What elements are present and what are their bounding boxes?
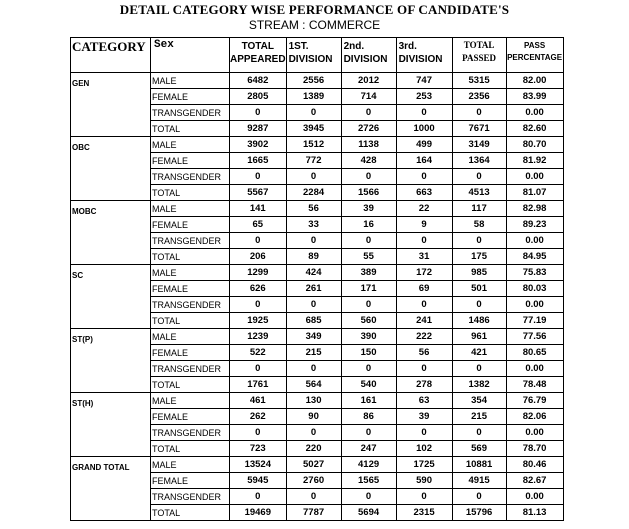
total-appeared-cell: 2805	[230, 89, 287, 105]
first-division-cell: 215	[286, 345, 341, 361]
performance-table	[70, 37, 564, 521]
pass-percentage-cell: 0.00	[506, 105, 563, 121]
total-appeared-cell: 0	[230, 489, 287, 505]
second-division-cell: 714	[341, 89, 396, 105]
first-division-cell: 2760	[286, 473, 341, 489]
table-row	[71, 393, 564, 409]
first-division-cell: 2284	[286, 185, 341, 201]
first-division-cell: 7787	[286, 505, 341, 521]
second-division-cell: 1565	[341, 473, 396, 489]
header-third-division	[396, 38, 452, 73]
total-appeared-cell: 5945	[230, 473, 287, 489]
total-passed-cell: 0	[452, 105, 506, 121]
total-passed-cell: 985	[452, 265, 506, 281]
third-division-cell: 0	[396, 169, 452, 185]
second-division-cell: 0	[341, 361, 396, 377]
report-subtitle: STREAM : COMMERCE	[248, 18, 381, 32]
pass-percentage-cell: 82.60	[506, 121, 563, 137]
first-division-cell: 5027	[286, 457, 341, 473]
pass-percentage-cell: 0.00	[506, 489, 563, 505]
second-division-cell: 150	[341, 345, 396, 361]
total-appeared-cell: 141	[230, 201, 287, 217]
sex-cell: MALE	[151, 393, 230, 409]
second-division-cell: 2726	[341, 121, 396, 137]
report-title: DETAIL CATEGORY WISE PERFORMANCE OF CANDIDATE'S	[119, 2, 510, 17]
sex-cell: FEMALE	[151, 409, 230, 425]
second-division-cell: 161	[341, 393, 396, 409]
third-division-cell: 253	[396, 89, 452, 105]
sex-cell: MALE	[151, 73, 230, 89]
first-division-cell: 685	[286, 313, 341, 329]
total-appeared-cell: 1925	[230, 313, 287, 329]
pass-percentage-cell: 83.99	[506, 89, 563, 105]
total-appeared-cell: 9287	[230, 121, 287, 137]
total-appeared-cell: 1761	[230, 377, 287, 393]
header-total-passed-line2: PASSED	[462, 53, 496, 63]
total-appeared-cell: 461	[230, 393, 287, 409]
category-label: OBC	[71, 137, 151, 201]
first-division-cell: 2556	[286, 73, 341, 89]
first-division-cell: 0	[286, 169, 341, 185]
second-division-cell: 0	[341, 169, 396, 185]
third-division-cell: 1000	[396, 121, 452, 137]
third-division-cell: 39	[396, 409, 452, 425]
first-division-cell: 3945	[286, 121, 341, 137]
header-pass-percentage-line2: PERCENTAGE	[507, 53, 563, 62]
third-division-cell: 663	[396, 185, 452, 201]
pass-percentage-cell: 84.95	[506, 249, 563, 265]
second-division-cell: 560	[341, 313, 396, 329]
first-division-cell: 1512	[286, 137, 341, 153]
third-division-cell: 2315	[396, 505, 452, 521]
header-total-passed-line1: TOTAL	[463, 40, 495, 50]
total-appeared-cell: 5567	[230, 185, 287, 201]
pass-percentage-cell: 0.00	[506, 169, 563, 185]
second-division-cell: 55	[341, 249, 396, 265]
pass-percentage-cell: 0.00	[506, 297, 563, 313]
third-division-cell: 278	[396, 377, 452, 393]
first-division-cell: 349	[286, 329, 341, 345]
category-label: GEN	[71, 73, 151, 137]
sex-cell: TRANSGENDER	[151, 489, 230, 505]
header-third-division-line2: DIVISION	[398, 54, 443, 65]
total-passed-cell: 4915	[452, 473, 506, 489]
pass-percentage-cell: 75.83	[506, 265, 563, 281]
pass-percentage-cell: 82.00	[506, 73, 563, 89]
pass-percentage-cell: 0.00	[506, 361, 563, 377]
sex-cell: FEMALE	[151, 217, 230, 233]
second-division-cell: 247	[341, 441, 396, 457]
total-passed-cell: 215	[452, 409, 506, 425]
third-division-cell: 499	[396, 137, 452, 153]
total-appeared-cell: 65	[230, 217, 287, 233]
sex-cell: TOTAL	[151, 377, 230, 393]
pass-percentage-cell: 82.67	[506, 473, 563, 489]
pass-percentage-cell: 80.65	[506, 345, 563, 361]
sex-cell: MALE	[151, 329, 230, 345]
total-appeared-cell: 0	[230, 105, 287, 121]
header-total-passed	[452, 38, 506, 73]
sex-cell: FEMALE	[151, 281, 230, 297]
total-passed-cell: 117	[452, 201, 506, 217]
sex-cell: FEMALE	[151, 473, 230, 489]
table-row	[71, 457, 564, 473]
second-division-cell: 0	[341, 489, 396, 505]
second-division-cell: 5694	[341, 505, 396, 521]
first-division-cell: 130	[286, 393, 341, 409]
second-division-cell: 0	[341, 297, 396, 313]
total-passed-cell: 58	[452, 217, 506, 233]
total-appeared-cell: 13524	[230, 457, 287, 473]
total-appeared-cell: 0	[230, 361, 287, 377]
header-third-division-line1: 3rd.	[398, 41, 417, 52]
second-division-cell: 2012	[341, 73, 396, 89]
table-row	[71, 137, 564, 153]
total-passed-cell: 421	[452, 345, 506, 361]
total-appeared-cell: 262	[230, 409, 287, 425]
sex-cell: FEMALE	[151, 89, 230, 105]
total-appeared-cell: 1665	[230, 153, 287, 169]
sex-cell: TRANSGENDER	[151, 105, 230, 121]
first-division-cell: 1389	[286, 89, 341, 105]
third-division-cell: 222	[396, 329, 452, 345]
pass-percentage-cell: 77.19	[506, 313, 563, 329]
third-division-cell: 0	[396, 361, 452, 377]
first-division-cell: 90	[286, 409, 341, 425]
total-passed-cell: 0	[452, 361, 506, 377]
third-division-cell: 0	[396, 105, 452, 121]
third-division-cell: 590	[396, 473, 452, 489]
third-division-cell: 31	[396, 249, 452, 265]
total-passed-cell: 2356	[452, 89, 506, 105]
pass-percentage-cell: 80.46	[506, 457, 563, 473]
third-division-cell: 63	[396, 393, 452, 409]
second-division-cell: 540	[341, 377, 396, 393]
total-appeared-cell: 1239	[230, 329, 287, 345]
header-category: CATEGORY	[71, 38, 151, 73]
total-passed-cell: 3149	[452, 137, 506, 153]
first-division-cell: 33	[286, 217, 341, 233]
sex-cell: TOTAL	[151, 121, 230, 137]
sex-cell: MALE	[151, 201, 230, 217]
pass-percentage-cell: 78.48	[506, 377, 563, 393]
total-passed-cell: 7671	[452, 121, 506, 137]
total-appeared-cell: 206	[230, 249, 287, 265]
total-appeared-cell: 3902	[230, 137, 287, 153]
sex-cell: TRANSGENDER	[151, 233, 230, 249]
total-passed-cell: 0	[452, 233, 506, 249]
total-passed-cell: 4513	[452, 185, 506, 201]
pass-percentage-cell: 0.00	[506, 233, 563, 249]
third-division-cell: 0	[396, 297, 452, 313]
category-label: SC	[71, 265, 151, 329]
total-appeared-cell: 0	[230, 425, 287, 441]
total-passed-cell: 1382	[452, 377, 506, 393]
table-row	[71, 329, 564, 345]
category-label: GRAND TOTAL	[71, 457, 151, 521]
first-division-cell: 0	[286, 297, 341, 313]
total-passed-cell: 0	[452, 425, 506, 441]
pass-percentage-cell: 80.03	[506, 281, 563, 297]
total-appeared-cell: 6482	[230, 73, 287, 89]
second-division-cell: 1138	[341, 137, 396, 153]
pass-percentage-cell: 76.79	[506, 393, 563, 409]
sex-cell: FEMALE	[151, 153, 230, 169]
first-division-cell: 220	[286, 441, 341, 457]
pass-percentage-cell: 81.07	[506, 185, 563, 201]
total-appeared-cell: 0	[230, 297, 287, 313]
sex-cell: TRANSGENDER	[151, 169, 230, 185]
sex-cell: FEMALE	[151, 345, 230, 361]
header-total-appeared-line2: APPEARED	[230, 54, 286, 65]
header-first-division-line1: 1ST.	[288, 41, 309, 52]
total-appeared-cell: 19469	[230, 505, 287, 521]
third-division-cell: 56	[396, 345, 452, 361]
first-division-cell: 56	[286, 201, 341, 217]
header-second-division-line2: DIVISION	[343, 54, 388, 65]
total-passed-cell: 5315	[452, 73, 506, 89]
header-first-division-line2: DIVISION	[288, 54, 333, 65]
sex-cell: TOTAL	[151, 505, 230, 521]
sex-cell: TRANSGENDER	[151, 425, 230, 441]
third-division-cell: 747	[396, 73, 452, 89]
second-division-cell: 0	[341, 233, 396, 249]
second-division-cell: 1566	[341, 185, 396, 201]
first-division-cell: 89	[286, 249, 341, 265]
header-total-appeared	[230, 38, 287, 73]
total-appeared-cell: 0	[230, 169, 287, 185]
second-division-cell: 389	[341, 265, 396, 281]
third-division-cell: 69	[396, 281, 452, 297]
header-second-division-line1: 2nd.	[343, 41, 365, 52]
first-division-cell: 564	[286, 377, 341, 393]
category-label: MOBC	[71, 201, 151, 265]
total-passed-cell: 175	[452, 249, 506, 265]
total-appeared-cell: 723	[230, 441, 287, 457]
sex-cell: TOTAL	[151, 313, 230, 329]
pass-percentage-cell: 82.98	[506, 201, 563, 217]
total-passed-cell: 0	[452, 297, 506, 313]
header-total-appeared-line1: TOTAL	[241, 41, 274, 52]
pass-percentage-cell: 77.56	[506, 329, 563, 345]
third-division-cell: 0	[396, 489, 452, 505]
header-row	[71, 38, 564, 73]
total-passed-cell: 0	[452, 489, 506, 505]
first-division-cell: 0	[286, 361, 341, 377]
sex-cell: TOTAL	[151, 441, 230, 457]
pass-percentage-cell: 81.92	[506, 153, 563, 169]
total-passed-cell: 1486	[452, 313, 506, 329]
pass-percentage-cell: 0.00	[506, 425, 563, 441]
header-sex: Sex	[151, 38, 230, 73]
pass-percentage-cell: 89.23	[506, 217, 563, 233]
third-division-cell: 241	[396, 313, 452, 329]
first-division-cell: 0	[286, 105, 341, 121]
total-appeared-cell: 626	[230, 281, 287, 297]
first-division-cell: 772	[286, 153, 341, 169]
table-row	[71, 201, 564, 217]
second-division-cell: 0	[341, 105, 396, 121]
header-pass-percentage-line1: PASS	[523, 41, 546, 50]
third-division-cell: 172	[396, 265, 452, 281]
sex-cell: MALE	[151, 265, 230, 281]
first-division-cell: 0	[286, 425, 341, 441]
first-division-cell: 424	[286, 265, 341, 281]
sex-cell: TRANSGENDER	[151, 297, 230, 313]
total-passed-cell: 1364	[452, 153, 506, 169]
first-division-cell: 261	[286, 281, 341, 297]
second-division-cell: 390	[341, 329, 396, 345]
second-division-cell: 16	[341, 217, 396, 233]
header-pass-percentage	[506, 38, 563, 73]
sex-cell: TRANSGENDER	[151, 361, 230, 377]
pass-percentage-cell: 80.70	[506, 137, 563, 153]
total-passed-cell: 0	[452, 169, 506, 185]
table-row	[71, 265, 564, 281]
third-division-cell: 22	[396, 201, 452, 217]
third-division-cell: 0	[396, 425, 452, 441]
header-first-division	[286, 38, 341, 73]
total-appeared-cell: 522	[230, 345, 287, 361]
second-division-cell: 0	[341, 425, 396, 441]
second-division-cell: 86	[341, 409, 396, 425]
total-passed-cell: 354	[452, 393, 506, 409]
total-appeared-cell: 0	[230, 233, 287, 249]
first-division-cell: 0	[286, 233, 341, 249]
second-division-cell: 4129	[341, 457, 396, 473]
sex-cell: TOTAL	[151, 185, 230, 201]
header-second-division	[341, 38, 396, 73]
pass-percentage-cell: 78.70	[506, 441, 563, 457]
total-passed-cell: 569	[452, 441, 506, 457]
pass-percentage-cell: 82.06	[506, 409, 563, 425]
sex-cell: TOTAL	[151, 249, 230, 265]
total-appeared-cell: 1299	[230, 265, 287, 281]
sex-cell: MALE	[151, 457, 230, 473]
category-label: ST(P)	[71, 329, 151, 393]
second-division-cell: 171	[341, 281, 396, 297]
second-division-cell: 428	[341, 153, 396, 169]
third-division-cell: 1725	[396, 457, 452, 473]
total-passed-cell: 961	[452, 329, 506, 345]
third-division-cell: 164	[396, 153, 452, 169]
total-passed-cell: 15796	[452, 505, 506, 521]
third-division-cell: 102	[396, 441, 452, 457]
pass-percentage-cell: 81.13	[506, 505, 563, 521]
third-division-cell: 0	[396, 233, 452, 249]
total-passed-cell: 501	[452, 281, 506, 297]
second-division-cell: 39	[341, 201, 396, 217]
first-division-cell: 0	[286, 489, 341, 505]
sex-cell: MALE	[151, 137, 230, 153]
total-passed-cell: 10881	[452, 457, 506, 473]
category-label: ST(H)	[71, 393, 151, 457]
table-row	[71, 73, 564, 89]
third-division-cell: 9	[396, 217, 452, 233]
